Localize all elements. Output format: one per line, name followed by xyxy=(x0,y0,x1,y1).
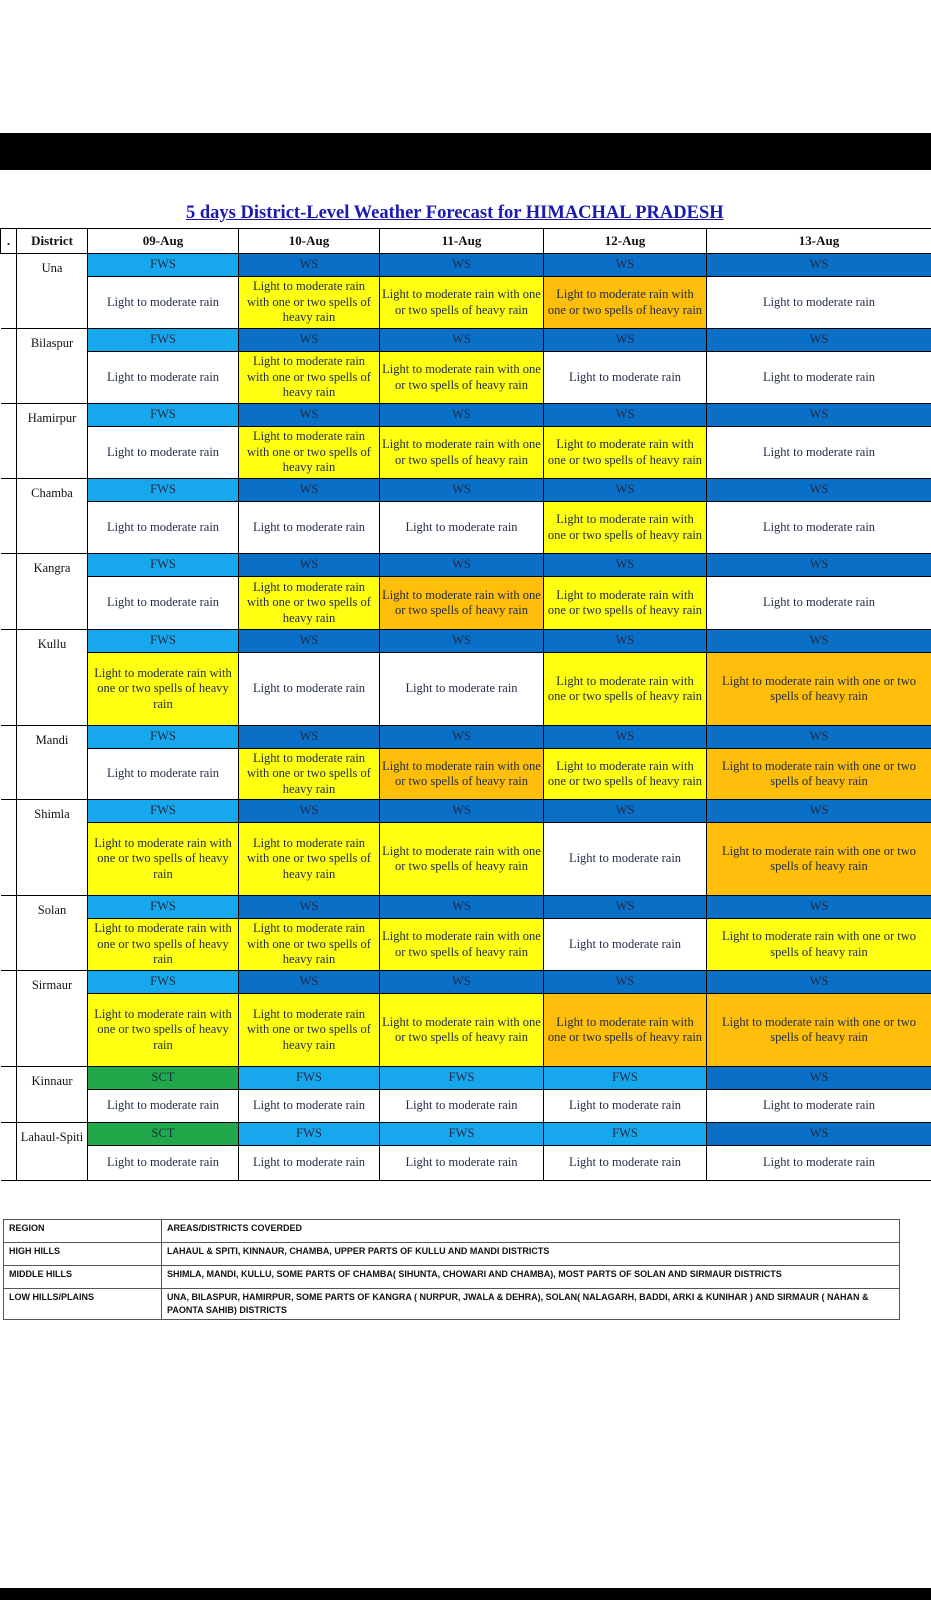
warning-level-cell: WS xyxy=(380,971,544,994)
forecast-cell: Light to moderate rain xyxy=(88,577,239,630)
district-name: Shimla xyxy=(17,800,88,896)
warning-level-cell: FWS xyxy=(88,800,239,823)
warning-level-cell: WS xyxy=(707,254,931,277)
forecast-cell: Light to moderate rain xyxy=(380,1090,544,1123)
forecast-cell: Light to moderate rain with one or two spells of heavy rain xyxy=(88,823,239,896)
warning-level-cell: WS xyxy=(544,630,707,653)
forecast-cell: Light to moderate rain with one or two spells of heavy rain xyxy=(239,577,380,630)
warning-level-cell: FWS xyxy=(239,1123,380,1146)
warning-level-cell: WS xyxy=(380,896,544,919)
top-black-bar xyxy=(0,133,931,170)
index-header: . xyxy=(1,229,17,254)
forecast-cell: Light to moderate rain xyxy=(380,653,544,726)
forecast-cell: Light to moderate rain xyxy=(88,502,239,554)
forecast-cell: Light to moderate rain with one or two spells of heavy rain xyxy=(380,994,544,1067)
warning-level-cell: WS xyxy=(707,800,931,823)
forecast-cell: Light to moderate rain with one or two spells of heavy rain xyxy=(707,653,931,726)
index-cell xyxy=(1,329,17,404)
warning-level-cell: WS xyxy=(707,404,931,427)
warning-level-cell: FWS xyxy=(88,329,239,352)
forecast-cell: Light to moderate rain xyxy=(544,1090,707,1123)
forecast-cell: Light to moderate rain xyxy=(380,1146,544,1181)
district-name: Chamba xyxy=(17,479,88,554)
warning-level-cell: FWS xyxy=(88,479,239,502)
warning-level-cell: FWS xyxy=(544,1067,707,1090)
region-header: REGION xyxy=(4,1220,162,1243)
forecast-cell: Light to moderate rain with one or two spells of heavy rain xyxy=(707,823,931,896)
index-cell xyxy=(1,800,17,896)
warning-level-cell: WS xyxy=(239,800,380,823)
warning-level-cell: WS xyxy=(239,329,380,352)
district-forecast-row xyxy=(1,823,931,896)
region-areas: UNA, BILASPUR, HAMIRPUR, SOME PARTS OF KANGRA ( NURPUR, JWALA & DEHRA), SOLAN( NALAGARH, BADDI, ARKI & KUNIHAR ) AND SIRMAUR ( NAHAN & PAONTA SAHIB) DISTRICTS xyxy=(162,1289,900,1320)
district-level-row xyxy=(1,329,931,352)
forecast-cell: Light to moderate rain with one or two spells of heavy rain xyxy=(380,277,544,329)
district-name: Mandi xyxy=(17,726,88,800)
warning-level-cell: WS xyxy=(239,971,380,994)
warning-level-cell: WS xyxy=(380,630,544,653)
warning-level-cell: WS xyxy=(544,971,707,994)
warning-level-cell: WS xyxy=(707,630,931,653)
forecast-cell: Light to moderate rain with one or two spells of heavy rain xyxy=(88,919,239,971)
district-name: Sirmaur xyxy=(17,971,88,1067)
forecast-cell: Light to moderate rain xyxy=(88,352,239,404)
forecast-cell: Light to moderate rain with one or two spells of heavy rain xyxy=(88,994,239,1067)
warning-level-cell: WS xyxy=(707,1067,931,1090)
date-header: 10-Aug xyxy=(239,229,380,254)
forecast-cell: Light to moderate rain with one or two spells of heavy rain xyxy=(239,823,380,896)
forecast-cell: Light to moderate rain xyxy=(88,277,239,329)
forecast-cell: Light to moderate rain with one or two spells of heavy rain xyxy=(544,653,707,726)
warning-level-cell: WS xyxy=(544,896,707,919)
region-row xyxy=(4,1243,900,1266)
district-forecast-row xyxy=(1,352,931,404)
district-level-row xyxy=(1,1067,931,1090)
forecast-cell: Light to moderate rain xyxy=(380,502,544,554)
warning-level-cell: FWS xyxy=(88,254,239,277)
warning-level-cell: WS xyxy=(707,1123,931,1146)
district-level-row xyxy=(1,479,931,502)
forecast-cell: Light to moderate rain with one or two spells of heavy rain xyxy=(380,749,544,800)
forecast-cell: Light to moderate rain xyxy=(239,1146,380,1181)
warning-level-cell: WS xyxy=(380,800,544,823)
region-areas: SHIMLA, MANDI, KULLU, SOME PARTS OF CHAMBA( SIHUNTA, CHOWARI AND CHAMBA), MOST PARTS OF SOLAN AND SIRMAUR DISTRICTS xyxy=(162,1266,900,1289)
forecast-cell: Light to moderate rain xyxy=(544,823,707,896)
forecast-body xyxy=(1,254,931,1181)
district-level-row xyxy=(1,726,931,749)
district-forecast-row xyxy=(1,277,931,329)
warning-level-cell: WS xyxy=(544,554,707,577)
index-cell xyxy=(1,404,17,479)
forecast-cell: Light to moderate rain with one or two spells of heavy rain xyxy=(239,352,380,404)
region-row xyxy=(4,1289,900,1320)
forecast-cell: Light to moderate rain xyxy=(544,352,707,404)
index-cell xyxy=(1,971,17,1067)
index-cell xyxy=(1,254,17,329)
index-cell xyxy=(1,479,17,554)
date-header: 13-Aug xyxy=(707,229,931,254)
forecast-cell: Light to moderate rain xyxy=(544,919,707,971)
warning-level-cell: FWS xyxy=(88,554,239,577)
warning-level-cell: FWS xyxy=(380,1067,544,1090)
warning-level-cell: FWS xyxy=(88,896,239,919)
warning-level-cell: WS xyxy=(707,554,931,577)
forecast-cell: Light to moderate rain xyxy=(707,1090,931,1123)
region-name: HIGH HILLS xyxy=(4,1243,162,1266)
forecast-cell: Light to moderate rain with one or two spells of heavy rain xyxy=(544,427,707,479)
forecast-cell: Light to moderate rain xyxy=(707,1146,931,1181)
warning-level-cell: WS xyxy=(380,254,544,277)
forecast-cell: Light to moderate rain xyxy=(88,1090,239,1123)
district-level-row xyxy=(1,971,931,994)
bottom-black-bar xyxy=(0,1588,931,1600)
forecast-cell: Light to moderate rain with one or two spells of heavy rain xyxy=(88,653,239,726)
forecast-cell: Light to moderate rain with one or two spells of heavy rain xyxy=(239,427,380,479)
forecast-cell: Light to moderate rain xyxy=(707,502,931,554)
district-header: District xyxy=(17,229,88,254)
district-forecast-row xyxy=(1,1090,931,1123)
forecast-cell: Light to moderate rain xyxy=(707,277,931,329)
warning-level-cell: WS xyxy=(544,479,707,502)
forecast-cell: Light to moderate rain with one or two spells of heavy rain xyxy=(544,749,707,800)
forecast-cell: Light to moderate rain with one or two spells of heavy rain xyxy=(544,577,707,630)
district-level-row xyxy=(1,554,931,577)
warning-level-cell: WS xyxy=(707,896,931,919)
district-name: Kangra xyxy=(17,554,88,630)
forecast-cell: Light to moderate rain with one or two spells of heavy rain xyxy=(380,577,544,630)
forecast-cell: Light to moderate rain with one or two spells of heavy rain xyxy=(707,919,931,971)
district-level-row xyxy=(1,1123,931,1146)
district-name: Bilaspur xyxy=(17,329,88,404)
date-header: 09-Aug xyxy=(88,229,239,254)
forecast-cell: Light to moderate rain xyxy=(707,352,931,404)
forecast-cell: Light to moderate rain xyxy=(88,1146,239,1181)
forecast-cell: Light to moderate rain with one or two spells of heavy rain xyxy=(707,994,931,1067)
district-name: Kullu xyxy=(17,630,88,726)
date-header: 12-Aug xyxy=(544,229,707,254)
region-header-row xyxy=(4,1220,900,1243)
date-header: 11-Aug xyxy=(380,229,544,254)
forecast-cell: Light to moderate rain with one or two spells of heavy rain xyxy=(707,749,931,800)
forecast-cell: Light to moderate rain with one or two spells of heavy rain xyxy=(380,427,544,479)
warning-level-cell: WS xyxy=(707,479,931,502)
forecast-cell: Light to moderate rain xyxy=(239,653,380,726)
index-cell xyxy=(1,896,17,971)
forecast-cell: Light to moderate rain with one or two spells of heavy rain xyxy=(239,994,380,1067)
district-forecast-row xyxy=(1,502,931,554)
region-table xyxy=(3,1219,900,1320)
district-level-row xyxy=(1,404,931,427)
district-level-row xyxy=(1,896,931,919)
forecast-cell: Light to moderate rain xyxy=(88,427,239,479)
index-cell xyxy=(1,554,17,630)
region-name: MIDDLE HILLS xyxy=(4,1266,162,1289)
warning-level-cell: SCT xyxy=(88,1123,239,1146)
warning-level-cell: WS xyxy=(239,554,380,577)
page-title: 5 days District-Level Weather Forecast for HIMACHAL PRADESH xyxy=(186,203,724,223)
district-name: Kinnaur xyxy=(17,1067,88,1123)
warning-level-cell: WS xyxy=(380,329,544,352)
warning-level-cell: WS xyxy=(239,254,380,277)
forecast-cell: Light to moderate rain with one or two spells of heavy rain xyxy=(544,994,707,1067)
index-cell xyxy=(1,1123,17,1181)
warning-level-cell: FWS xyxy=(88,726,239,749)
warning-level-cell: WS xyxy=(544,404,707,427)
warning-level-cell: FWS xyxy=(88,404,239,427)
warning-level-cell: WS xyxy=(239,630,380,653)
forecast-cell: Light to moderate rain with one or two spells of heavy rain xyxy=(544,502,707,554)
district-level-row xyxy=(1,800,931,823)
forecast-cell: Light to moderate rain with one or two spells of heavy rain xyxy=(380,919,544,971)
warning-level-cell: SCT xyxy=(88,1067,239,1090)
warning-level-cell: WS xyxy=(544,800,707,823)
warning-level-cell: FWS xyxy=(380,1123,544,1146)
forecast-cell: Light to moderate rain xyxy=(544,1146,707,1181)
warning-level-cell: WS xyxy=(380,404,544,427)
warning-level-cell: WS xyxy=(707,971,931,994)
district-forecast-row xyxy=(1,653,931,726)
district-forecast-row xyxy=(1,919,931,971)
warning-level-cell: FWS xyxy=(544,1123,707,1146)
warning-level-cell: WS xyxy=(380,479,544,502)
warning-level-cell: WS xyxy=(239,479,380,502)
warning-level-cell: WS xyxy=(239,404,380,427)
district-name: Una xyxy=(17,254,88,329)
warning-level-cell: WS xyxy=(380,554,544,577)
region-areas: LAHAUL & SPITI, KINNAUR, CHAMBA, UPPER PARTS OF KULLU AND MANDI DISTRICTS xyxy=(162,1243,900,1266)
warning-level-cell: FWS xyxy=(88,971,239,994)
forecast-cell: Light to moderate rain with one or two spells of heavy rain xyxy=(239,277,380,329)
district-forecast-row xyxy=(1,1146,931,1181)
district-level-row xyxy=(1,630,931,653)
warning-level-cell: WS xyxy=(544,254,707,277)
forecast-cell: Light to moderate rain xyxy=(88,749,239,800)
forecast-cell: Light to moderate rain xyxy=(239,502,380,554)
index-cell xyxy=(1,726,17,800)
district-name: Lahaul-Spiti xyxy=(17,1123,88,1181)
warning-level-cell: WS xyxy=(707,726,931,749)
forecast-cell: Light to moderate rain with one or two spells of heavy rain xyxy=(239,919,380,971)
region-row xyxy=(4,1266,900,1289)
index-cell xyxy=(1,1067,17,1123)
district-forecast-row xyxy=(1,577,931,630)
forecast-cell: Light to moderate rain with one or two spells of heavy rain xyxy=(380,352,544,404)
warning-level-cell: WS xyxy=(380,726,544,749)
warning-level-cell: WS xyxy=(239,726,380,749)
warning-level-cell: WS xyxy=(707,329,931,352)
forecast-cell: Light to moderate rain xyxy=(707,427,931,479)
district-forecast-row xyxy=(1,994,931,1067)
district-forecast-row xyxy=(1,427,931,479)
district-forecast-row xyxy=(1,749,931,800)
region-name: LOW HILLS/PLAINS xyxy=(4,1289,162,1320)
forecast-table xyxy=(0,228,931,1181)
warning-level-cell: WS xyxy=(239,896,380,919)
warning-level-cell: FWS xyxy=(239,1067,380,1090)
warning-level-cell: FWS xyxy=(88,630,239,653)
header-row xyxy=(1,229,931,254)
index-cell xyxy=(1,630,17,726)
district-level-row xyxy=(1,254,931,277)
forecast-cell: Light to moderate rain with one or two spells of heavy rain xyxy=(380,823,544,896)
forecast-cell: Light to moderate rain with one or two spells of heavy rain xyxy=(544,277,707,329)
forecast-cell: Light to moderate rain with one or two spells of heavy rain xyxy=(239,749,380,800)
forecast-cell: Light to moderate rain xyxy=(707,577,931,630)
district-name: Hamirpur xyxy=(17,404,88,479)
areas-header: AREAS/DISTRICTS COVERDED xyxy=(162,1220,900,1243)
district-name: Solan xyxy=(17,896,88,971)
warning-level-cell: WS xyxy=(544,726,707,749)
forecast-cell: Light to moderate rain xyxy=(239,1090,380,1123)
warning-level-cell: WS xyxy=(544,329,707,352)
